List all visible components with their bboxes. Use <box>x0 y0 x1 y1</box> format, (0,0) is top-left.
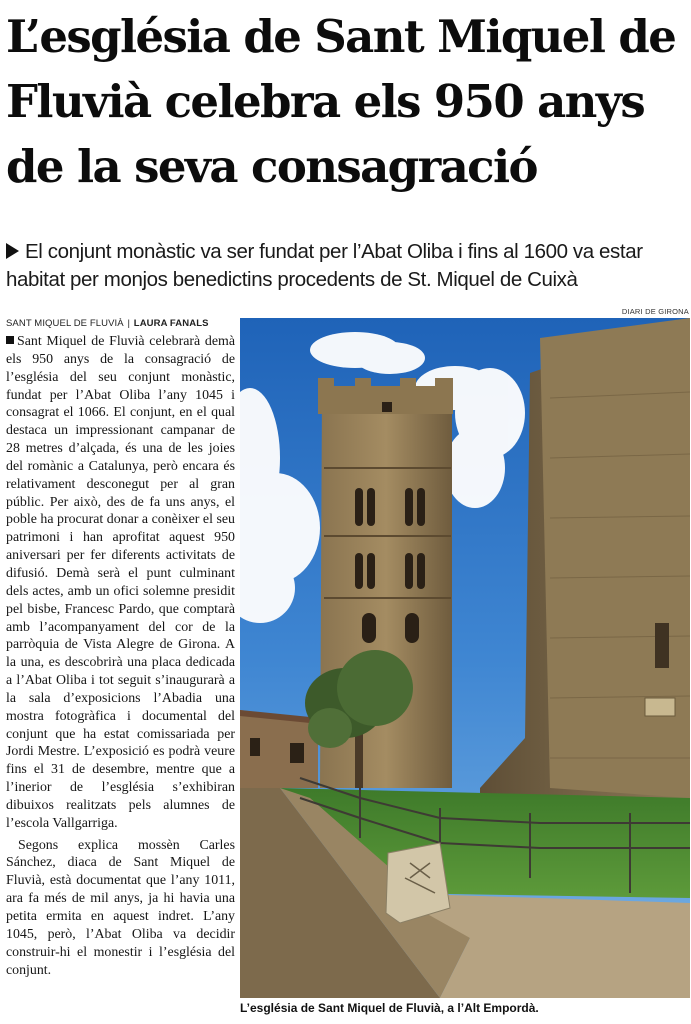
photo-caption: L’església de Sant Miquel de Fluvià, a l’Alt Empordà. <box>240 1001 539 1015</box>
byline-author: LAURA FANALS <box>133 318 209 329</box>
triangle-bullet-icon <box>6 243 19 259</box>
article-body <box>6 333 235 1023</box>
subheadline-text: El conjunt monàstic va ser fundat per l’Abat Oliba i fins al 1600 va estar habitat per monjos benedictins procedents de St. Miquel de Cuixà <box>6 240 643 291</box>
byline-separator: | <box>127 318 131 329</box>
subheadline <box>6 238 690 294</box>
byline <box>6 318 234 330</box>
square-bullet-icon <box>6 336 14 344</box>
headline: L’església de Sant Miquel de Fluvià celebra els 950 anys de la seva consagració <box>6 10 676 193</box>
byline-location: SANT MIQUEL DE FLUVIÀ <box>6 318 124 329</box>
paragraph-2-text: Segons explica mossèn Carles Sánchez, diaca de Sant Miquel de Fluvià, està documentat que l’any 1011, ara fa més de mil anys, ja hi havia una petita ermita en aquest indret. L’any 1045, però, l’Abat Oliba va decidir construir-hi el monestir i l’església del conjunt. <box>6 837 235 978</box>
article-paragraph <box>6 333 235 833</box>
article-photo <box>240 318 690 998</box>
bell-tower-photo <box>240 318 690 998</box>
article-paragraph <box>6 837 235 980</box>
photo-credit: DIARI DE GIRONA <box>621 307 689 316</box>
paragraph-1-text: Sant Miquel de Fluvià celebrarà demà els 950 anys de la consagració de l’església del seu conjunt monàstic, fundat per l’Abat Oliba l’any 1045 i consagrat el 1066. El conjunt, en el qual destaca un impressionant campanar de 28 metres d’alçada, és una de les joies del romànic a Catalunya, però encara és relativament desconegut per al gran públic. Per això, des de fa uns anys, el poble ha procurat donar a conèixer el seu patrimoni i han aprofitat aquest 950 aniversari per fer diferents activitats de difusió. Demà serà el punt culminant dels actes, amb un ofici solemne presidit pel bisbe, Francesc Pardo, que comptarà amb l’acompanyament del cor de la parròquia de Vista Alegre de Girona. A la una, es descobrirà una placa dedicada a l’Abat Oliba i tot seguit s’inaugurarà a la sala d’exposicions l’Abadia una mostra fotogràfica i documental del conjunt que ha estat comissariada per Jordi Mestre. L’exposició es podrà veure fins el 31 de desembre, mentre que a l’inerior de l’església s’exhibiran dibuixos realitzats pels alumnes de l’escola Vallgarriga. <box>6 334 235 831</box>
